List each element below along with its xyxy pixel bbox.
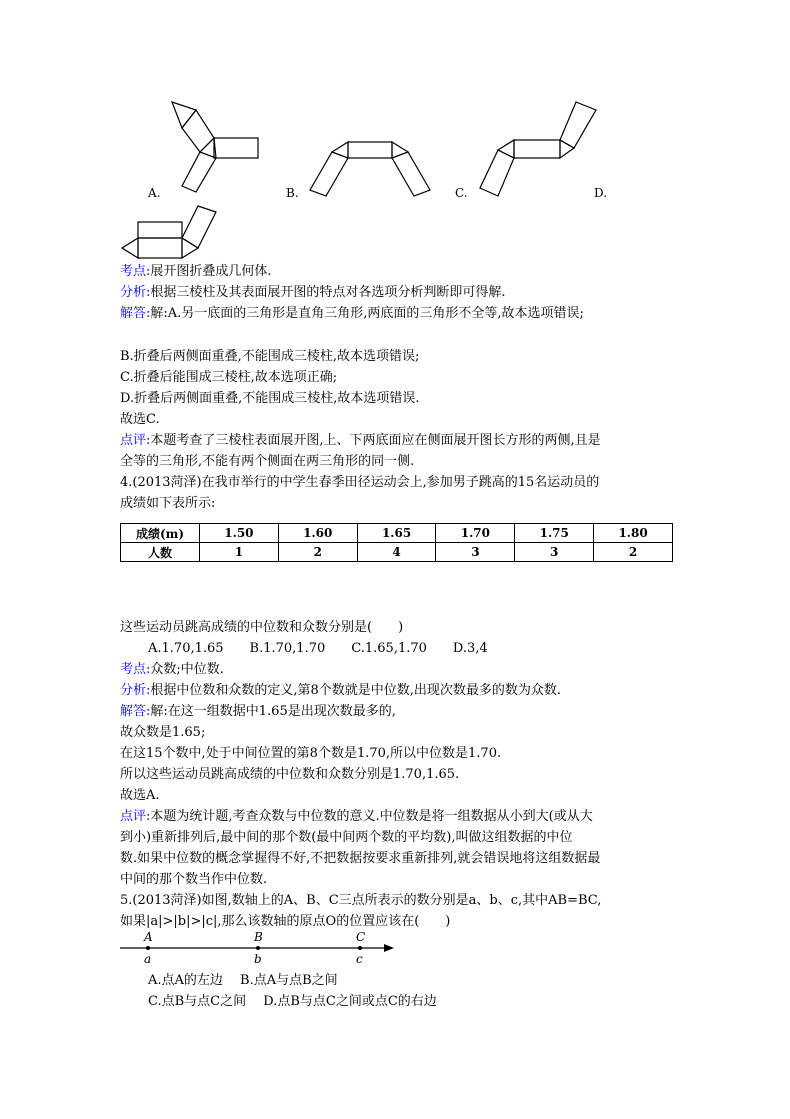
q3-dianping [120,432,601,450]
q4-dianping-cont3: 数.如果中位数的概念掌握得不好,不把数据按要求重新排列,就会错误地将这组数据最 [120,851,601,866]
point-c-value: c [356,952,363,966]
jieda-tag: 解答: [120,704,151,719]
dianping-tag: 点评: [120,809,151,824]
table-cell: 3 [515,543,594,562]
q3-fenxi [120,284,506,302]
jieda-tag: 解答: [120,306,151,321]
table-cell: 2 [278,543,357,562]
table-header-cell: 人数 [121,543,200,562]
kaodian-text: 众数;中位数. [150,662,224,677]
q3-line-b: B.折叠后两侧面重叠,不能围成三棱柱,故本选项错误; [120,349,420,364]
q5-options-row2: C.点B与点C之间 D.点B与点C之间或点C的右边 [148,994,437,1009]
jieda-text: 解:在这一组数据中1.65是出现次数最多的, [150,704,396,719]
dianping-text: 本题考查了三棱柱表面展开图,上、下两底面应在侧面展开图长方形的两侧,且是 [150,433,601,448]
q4-kaodian [120,661,224,679]
option-label-b: B. [286,186,299,200]
point-c-dot [358,946,362,950]
table-row [121,543,673,562]
q3-line-c: C.折叠后能围成三棱柱,故本选项正确; [120,370,338,385]
jieda-text: 解:A.另一底面的三角形是直角三角形,两底面的三角形不全等,故本选项错误; [150,306,584,321]
q3-jieda [120,305,584,323]
q4-conclusion: 故选A. [120,788,160,803]
point-b-dot [256,946,260,950]
q3-line-d: D.折叠后两侧面重叠,不能围成三棱柱,故本选项错误. [120,391,420,406]
q3-conclusion: 故选C. [120,412,160,427]
kaodian-text: 展开图折叠成几何体. [150,264,272,279]
table-cell: 1.80 [594,524,673,543]
table-cell: 4 [357,543,436,562]
scores-table [120,523,673,562]
table-cell: 1 [200,543,279,562]
q4-dianping-cont2: 到小)重新排列后,最中间的那个数(最中间两个数的平均数),叫做这组数据的中位 [120,830,573,845]
q4-line3: 在这15个数中,处于中间位置的第8个数是1.70,所以中位数是1.70. [120,746,502,761]
q4-jieda [120,703,396,721]
q4-dianping [120,808,593,826]
option-label-a: A. [148,186,161,200]
kaodian-tag: 考点: [120,662,151,677]
option-label-d: D. [594,186,608,200]
point-a-dot [146,946,150,950]
q4-dianping-cont4: 中间的那个数当作中位数. [120,872,268,887]
q4-question: 这些运动员跳高成绩的中位数和众数分别是( ) [120,620,404,635]
dianping-text: 本题为统计题,考查众数与中位数的意义.中位数是将一组数据从小到大(或从大 [150,809,593,824]
table-cell: 1.75 [515,524,594,543]
q4-line4: 所以这些运动员跳高成绩的中位数和众数分别是1.70,1.65. [120,767,460,782]
q3-dianping-cont: 全等的三角形,不能有两个侧面在两三角形的同一侧. [120,454,415,469]
net-figure-a [170,98,270,196]
point-b-value: b [254,952,262,966]
net-figure-c [478,100,598,198]
option-label-c: C. [455,186,468,200]
q5-stem-cont: 如果|a|>|b|>|c|,那么该数轴的原点O的位置应该在( ) [120,914,451,929]
point-b-label: B [254,930,263,944]
table-cell: 2 [594,543,673,562]
q4-line2: 故众数是1.65; [120,725,206,740]
table-row [121,524,673,543]
point-c-label: C [356,930,366,944]
kaodian-tag: 考点: [120,264,151,279]
dianping-tag: 点评: [120,433,151,448]
table-cell: 1.65 [357,524,436,543]
fenxi-tag: 分析: [120,683,151,698]
fenxi-text: 根据中位数和众数的定义,第8个数就是中位数,出现次数最多的数为众数. [150,683,562,698]
point-a-label: A [144,930,153,944]
table-cell: 1.60 [278,524,357,543]
q5-options-row1: A.点A的左边 B.点A与点B之间 [148,973,338,988]
fenxi-tag: 分析: [120,285,151,300]
point-a-value: a [144,952,152,966]
number-line [118,930,398,970]
table-cell: 1.50 [200,524,279,543]
table-header-cell: 成绩(m) [121,524,200,543]
q3-kaodian [120,263,272,281]
q4-options: A.1.70,1.65 B.1.70,1.70 C.1.65,1.70 D.3,4 [148,641,488,656]
q4-stem: 4.(2013菏泽)在我市举行的中学生春季田径运动会上,参加男子跳高的15名运动员的 [120,475,600,490]
arrow-icon [384,944,394,952]
q4-fenxi [120,682,561,700]
table-cell: 3 [436,543,515,562]
q4-stem-cont: 成绩如下表所示: [120,496,216,511]
q5-stem: 5.(2013菏泽)如图,数轴上的A、B、C三点所表示的数分别是a、b、c,其中AB=BC, [120,893,602,908]
net-figure-d [120,204,220,262]
table-cell: 1.70 [436,524,515,543]
fenxi-text: 根据三棱柱及其表面展开图的特点对各选项分析判断即可得解. [150,285,506,300]
net-figure-b [308,138,432,198]
